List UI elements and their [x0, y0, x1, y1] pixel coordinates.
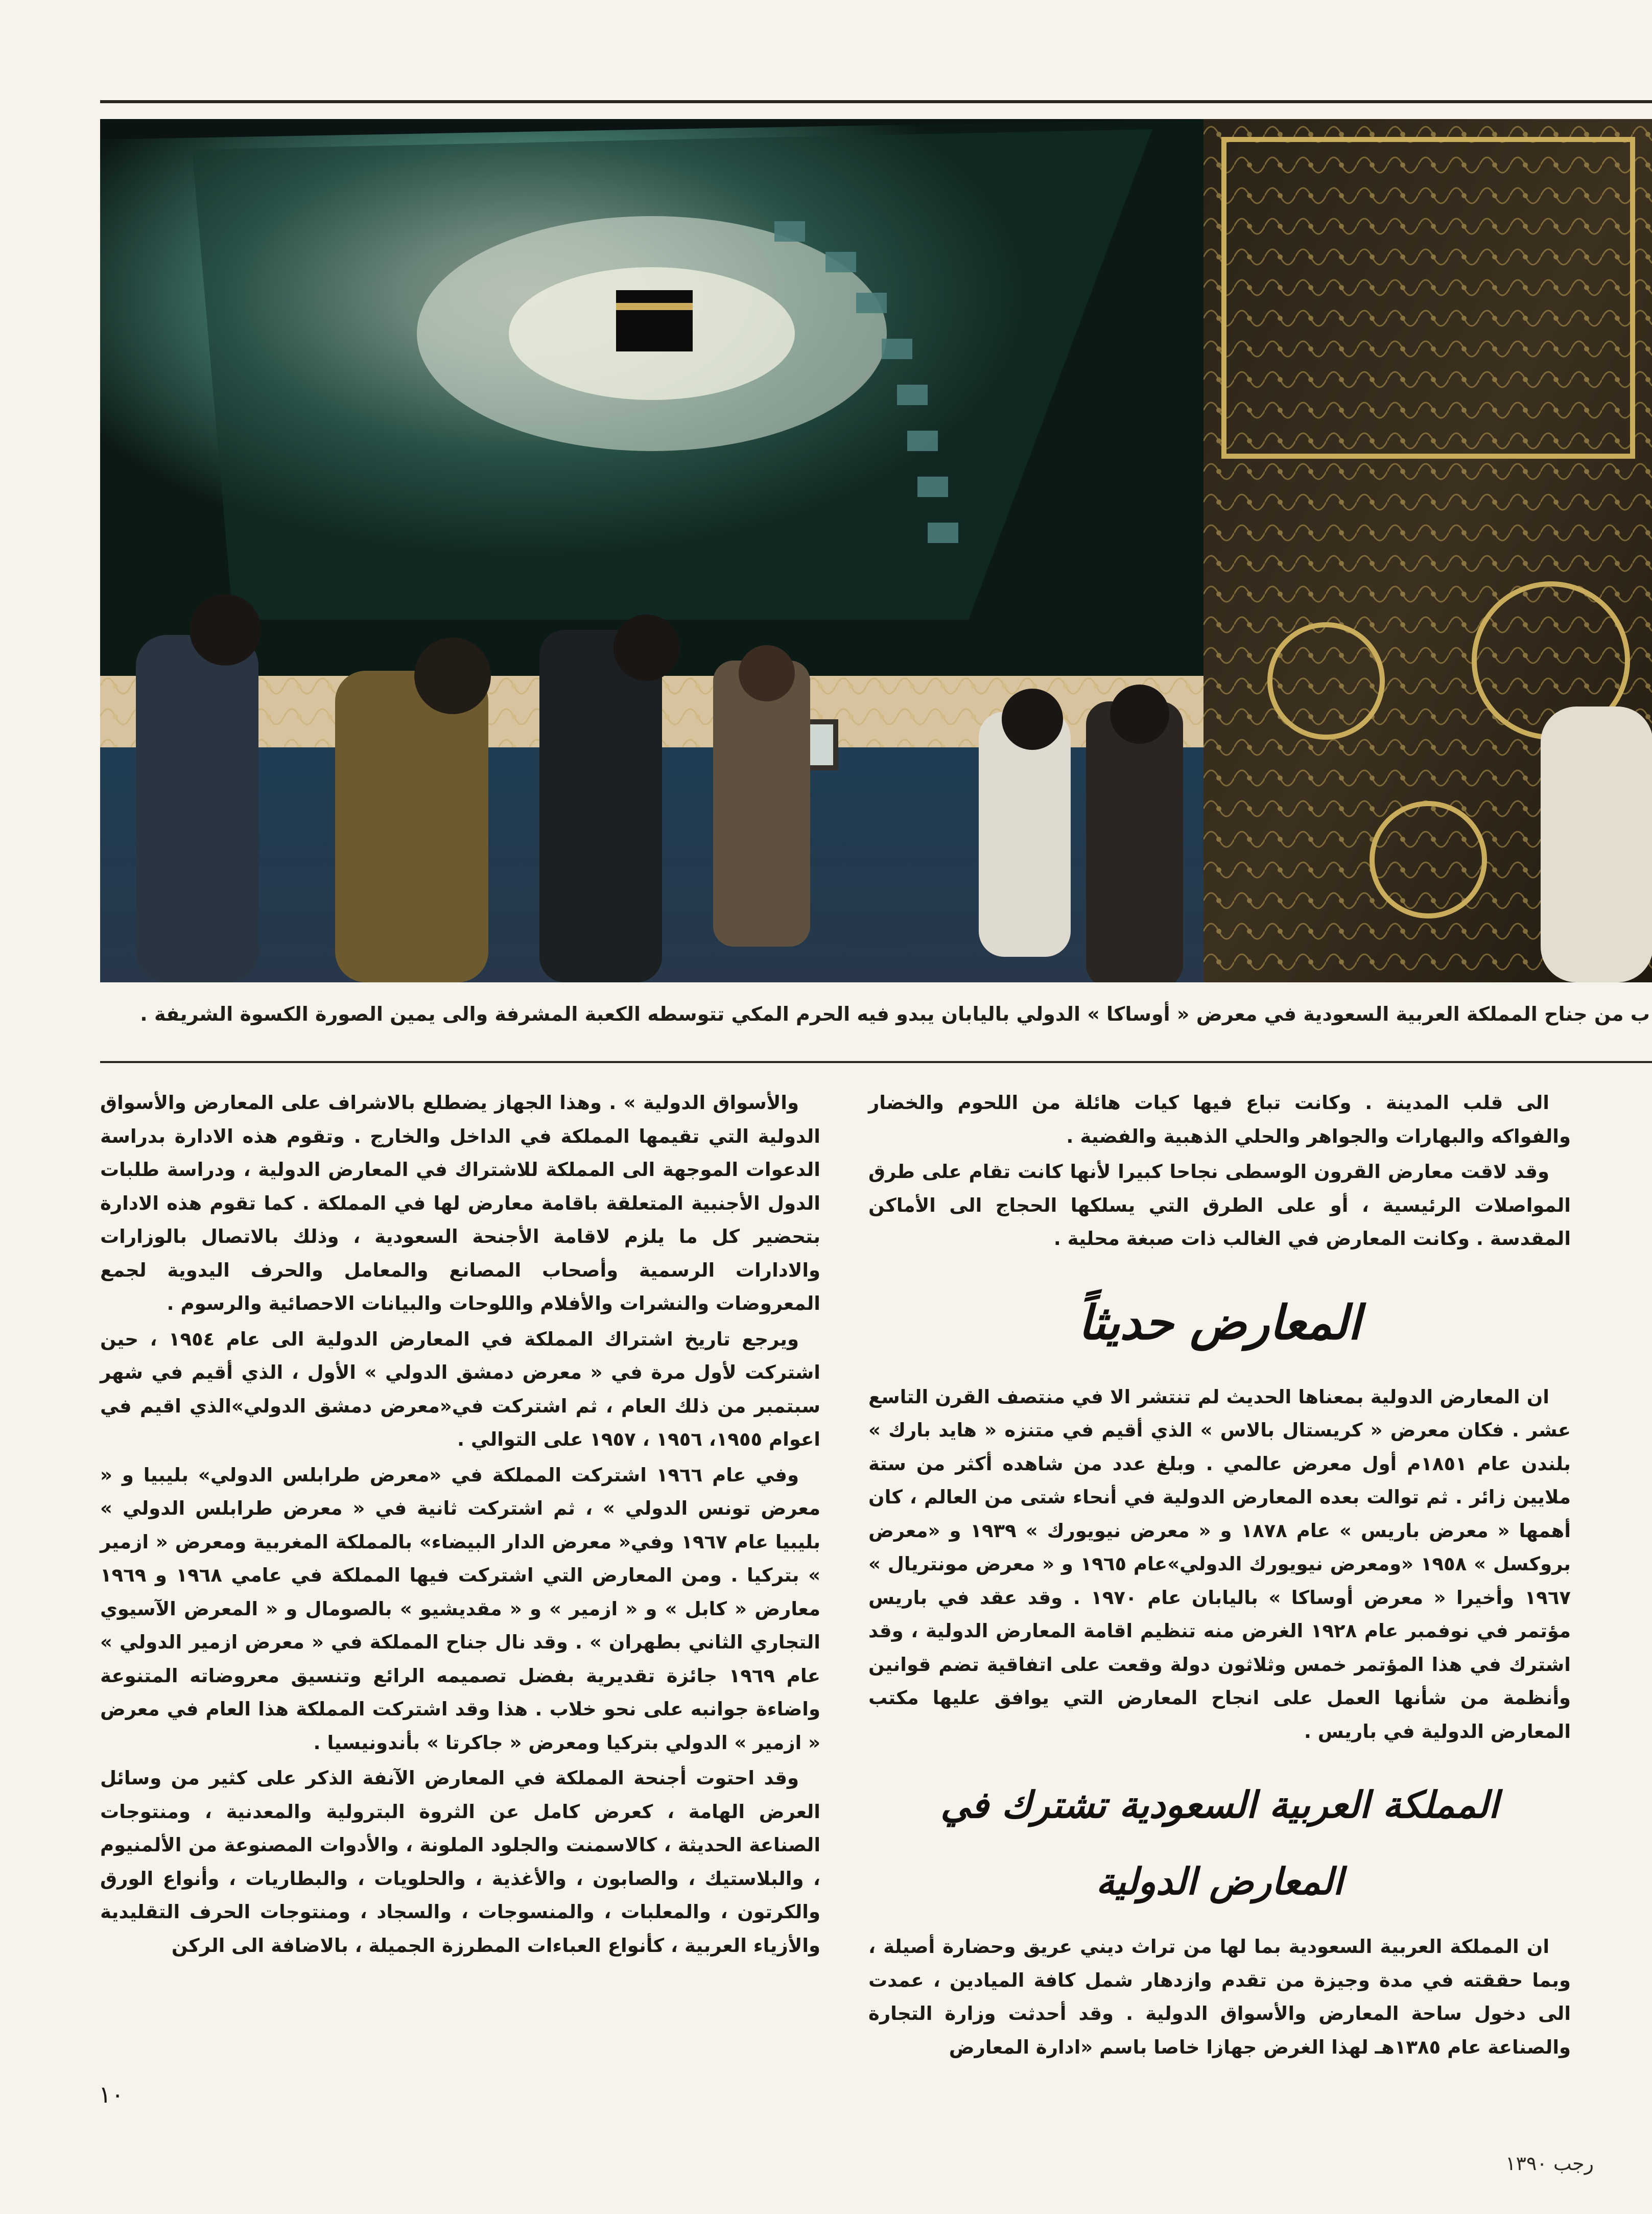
left-paragraph-2: ويرجع تاريخ اشتراك المملكة في المعارض الدولية الى عام ١٩٥٤ ، حين اشتركت لأول مرة في « معرض دمشق الدولي » الأول ، الذي أقيم في شهر سبتمبر من ذلك العام ، ثم اشتركت في«معرض دمشق الدولي»الذي اقيم في اعوام ١٩٥٥، ١٩٥٦ ، ١٩٥٧ على التوالي . — [100, 1328, 820, 1450]
caption-rule — [100, 1061, 1652, 1063]
photo-caption: ب من جناح المملكة العربية السعودية في معرض « أوساكا » الدولي باليابان يبدو فيه الحرم المكي تتوسطه الكعبة المشرفة والى يمين الصورة الكسوة الشريفة . — [140, 1003, 1650, 1025]
left-column — [100, 1086, 820, 1962]
left-paragraph-1: والأسواق الدولية » . وهذا الجهاز يضطلع بالاشراف على المعارض والأسواق الدولية التي تقيمها المملكة في الداخل والخارج . وتقوم هذه الادارة بدراسة الدعوات الموجهة الى المملكة للاشتراك في المعارض الدولية ، ودراسة طلبات الدول الأجنبية المتعلقة باقامة معارض لها في المملكة . كما تقوم هذه الادارة بتحضير كل ما يلزم لاقامة الأجنحة السعودية ، وذلك بالاتصال بالوزارات والادارات الرسمية وأصحاب المصانع والمعامل والحرف اليدوية لجمع المعروضات والنشرات والأفلام واللوحات والبيانات الاحصائية والرسوم . — [100, 1092, 820, 1314]
left-paragraph-3: وفي عام ١٩٦٦ اشتركت المملكة في «معرض طرابلس الدولي» بليبيا و « معرض تونس الدولي » ، ثم اشتركت ثانية في « معرض طرابلس الدولي » بليبيا عام ١٩٦٧ وفي« معرض الدار البيضاء» بالمملكة المغربية ومعرض « ازمير » بتركيا . ومن المعارض التي اشتركت فيها المملكة في عامي ١٩٦٨ و ١٩٦٩ معارض « كابل » و « ازمير » و « مقديشيو » بالصومال و « المعرض الآسيوي التجاري الثاني بطهران » . وقد نال جناح المملكة في « معرض ازمير الدولي » عام ١٩٦٩ جائزة تقديرية بفضل تصميمه الرائع وتنسيق معروضاته المتنوعة واضاءة جوانبه على نحو خلاب . هذا وقد اشتركت المملكة هذا العام في معرض « ازمير » الدولي بتركيا ومعرض « جاكرتا » بأندونيسيا . — [100, 1464, 821, 1754]
page-number: ١٠ — [99, 2081, 124, 2108]
top-rule — [100, 100, 1652, 103]
right-paragraph-modern: ان المعارض الدولية بمعناها الحديث لم تنتشر الا في منتصف القرن التاسع عشر . فكان معرض « كريستال بالاس » الذي أقيم في متنزه « هايد بارك » بلندن عام ١٨٥١م أول معرض عالمي . وبلغ عدد من شاهده أكثر من ستة ملايين زائر . ثم توالت بعده المعارض الدولية في أنحاء شتى من العالم ، كان أهمها « معرض باريس » عام ١٨٧٨ و « معرض نيويورك » ١٩٣٩ و «معرض بروكسل » ١٩٥٨ «ومعرض نيويورك الدولي»عام ١٩٦٥ و « معرض مونتريال » ١٩٦٧ وأخيرا « معرض أوساكا » باليابان عام ١٩٧٠ . وقد عقد في باريس مؤتمر في نوفمبر عام ١٩٢٨ الغرض منه تنظيم اقامة المعارض الدولية ، وقد اشترك في هذا المؤتمر خمس وثلاثون دولة وقعت على اتفاقية تضم قوانين وأنظمة من شأنها العمل على انجاح المعارض التي يوافق عليها مكتب المعارض الدولية في باريس . — [868, 1385, 1571, 1742]
right-paragraph-1: الى قلب المدينة . وكانت تباع فيها كيات هائلة من اللحوم والخضار والفواكه والبهارات والجواهر والحلي الذهبية والفضية . — [868, 1092, 1571, 1147]
heading-kingdom-participation: المملكة العربية السعودية تشترك في المعارض الدولية — [940, 1783, 1499, 1903]
heading-modern-exhibitions: المعارض حديثاً — [1078, 1294, 1361, 1350]
right-column — [868, 1086, 1571, 2064]
right-paragraph-kingdom: ان المملكة العربية السعودية بما لها من تراث ديني عريق وحضارة أصيلة ، وبما حققته في مدة وجيزة من تقدم وازدهار شمل كافة الميادين ، عمدت الى دخول ساحة المعارض والأسواق الدولية . وقد أحدثت وزارة التجارة والصناعة عام ١٣٨٥هـ لهذا الغرض جهازا خاصا باسم «ادارة المعارض — [868, 1936, 1571, 2058]
kaaba-shape — [616, 290, 693, 351]
left-paragraph-4: وقد احتوت أجنحة المملكة في المعارض الآنفة الذكر على كثير من وسائل العرض الهامة ، كعرض كامل عن الثروة البترولية والمعدنية ، ومنتوجات الصناعة الحديثة ، كالاسمنت والجلود الملونة ، والأدوات المصنوعة من الألمنيوم ، والبلاستيك ، والصابون ، والأغذية ، والحلويات ، والبطاريات ، وأنواع الورق والكرتون ، والمعلبات ، والمنسوجات ، والسجاد ، ومنتوجات الحرف التقليدية والأزياء العربية ، كأنواع العباءات المطرزة الجميلة ، بالاضافة الى الركن — [100, 1767, 820, 1957]
footer-date: رجب ١٣٩٠ — [1505, 2152, 1594, 2175]
pavilion-photo — [100, 119, 1652, 982]
right-paragraph-2: وقد لاقت معارض القرون الوسطى نجاحا كبيرا لأنها كانت تقام على طرق المواصلات الرئيسية ، أو على الطرق التي يسلكها الحجاج الى الأماكن المقدسة . وكانت المعارض في الغالب ذات صبغة محلية . — [868, 1161, 1571, 1250]
pavilion-photo-illustration — [100, 119, 1652, 982]
